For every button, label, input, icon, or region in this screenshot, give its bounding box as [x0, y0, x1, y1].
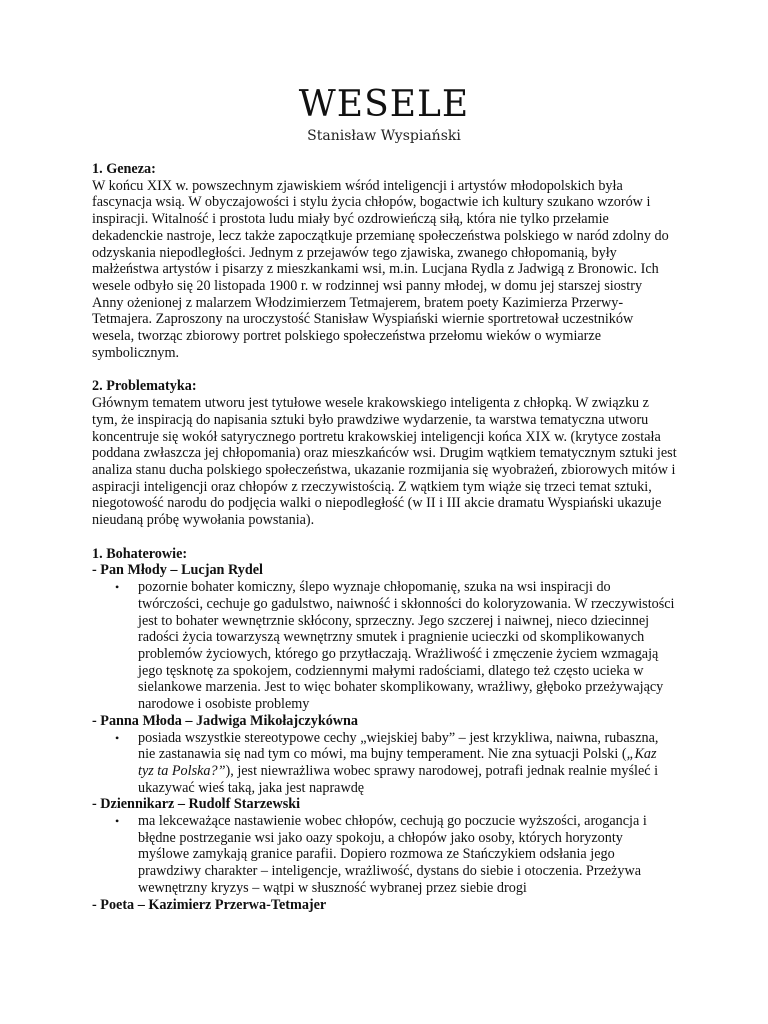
quote-kaz: „Kaz	[626, 746, 657, 763]
document-title: WESELE	[298, 84, 470, 125]
paragraph-line: Anny ożenionej z malarzem Włodzimierzem Tetmajerem, bratem poety Kazimierza Przerwy-	[92, 294, 624, 311]
bullet-line: posiada wszystkie stereotypowe cechy „wiejskiej baby” – jest krzykliwa, naiwna, rubaszna,	[138, 729, 659, 746]
bullet-line: problemów życiowych, którego go przytłaczają. Wrażliwość i zmęczenie życiem wzmagają	[138, 645, 659, 662]
section-heading-geneza: 1. Geneza:	[92, 161, 156, 177]
paragraph-line: analiza stanu ducha polskiego społeczeństwa, ukazanie rozmijania się wyobrażeń, zbiorowych mitów i	[92, 461, 676, 478]
section-heading-bohaterowie: 1. Bohaterowie:	[92, 545, 188, 562]
bullet-line: pozornie bohater komiczny, ślepo wyznaje chłopomanię, szuka na wsi inspiracji do	[138, 579, 611, 596]
character-bullet	[92, 730, 692, 797]
character-heading-panna-mloda: - Panna Młoda – Jadwiga Mikołajczykówna	[92, 712, 359, 729]
bullet-icon: •	[115, 814, 120, 829]
paragraph-line: Głównym tematem utworu jest tytułowe wesele krakowskiego inteligenta z chłopką. W związku z	[92, 395, 649, 412]
bullet-line: radości życia towarzyszą wewnętrzny smutek i pragnienie ucieczki od skomplikowanych	[138, 629, 645, 646]
paragraph-line: wesela, tworząc zbiorowy portret polskiego społeczeństwa przełomu wieków o wymiarze	[92, 328, 601, 345]
bullet-line: narodowe i osobiste problemy	[138, 696, 310, 713]
bullet-line: myślowe zamykają granice parafii. Dopiero rozmowa ze Stańczykiem odsłania jego	[138, 846, 615, 863]
bullet-icon: •	[115, 580, 120, 595]
bullet-text	[138, 730, 692, 797]
character-heading-dziennikarz: - Dziennikarz – Rudolf Starzewski	[92, 796, 301, 813]
bullet-line: wewnętrzny kryzys – wątpi w słuszność wybranej przez siebie drogi	[138, 879, 527, 896]
bullet-line: prawdziwy charakter – inteligencje, wrażliwość, dystans do siebie i otoczenia. Przeżywa	[138, 863, 642, 880]
bullet-text	[138, 579, 692, 713]
paragraph-line: niegotowość narodu do podjęcia walki o niepodległość (w II i III akcie dramatu Wyspiański ukazuje	[92, 495, 662, 512]
bullet-line: jest to bohater wewnętrznie skłócony, sprzeczny. Jego szczerej i naiwnej, nieco dziecinnej	[138, 612, 650, 629]
paragraph-line: nieudaną próbę wywołania powstania).	[92, 512, 315, 529]
bullet-line-part: nie zastanawia się nad tym co mówi, ma bujny temperament. Nie zna sytuacji Polski (	[138, 746, 627, 763]
spacer	[92, 361, 692, 378]
bullet-line: sielankowe marzenia. Jest to więc bohater skomplikowany, wrażliwy, głęboko przeżywający	[138, 679, 664, 696]
document-body	[92, 161, 692, 913]
bullet-line: ma lekceważące nastawienie wobec chłopów, cechują go poczucie wyższości, arogancja i	[138, 813, 647, 830]
paragraph-line: tym, że inspiracją do napisania sztuki było prawdziwe wydarzenie, ta warstwa tematyczna utworu	[92, 411, 649, 428]
paragraph-line: W końcu XIX w. powszechnym zjawiskiem wśród inteligencji i artystów młodopolskich była	[92, 177, 623, 194]
section-heading-problematyka: 2. Problematyka:	[92, 378, 197, 395]
character-heading-pan-mlody: - Pan Młody – Lucjan Rydel	[92, 562, 263, 579]
paragraph-geneza	[92, 178, 692, 362]
bullet-line: twórczości, cechuje go gadulstwo, naiwność i skłonności do koloryzowania. W rzeczywistości	[138, 595, 675, 612]
bullet-line: błędne postrzeganie wsi jako oazy spokoju, a chłopów jako osoby, których horyzonty	[138, 829, 623, 846]
bullet-line	[138, 763, 692, 780]
character-heading-poeta: - Poeta – Kazimierz Przerwa-Tetmajer	[92, 896, 327, 913]
paragraph-line: symbolicznym.	[92, 344, 180, 361]
bullet-line-part: ), jest niewrażliwa wobec sprawy narodowej, potrafi jednak realnie myśleć i	[225, 762, 659, 779]
paragraph-line: fascynacja wsią. W obyczajowości i stylu życia chłopów, bogactwie ich kultury szukano wzorów i	[92, 194, 651, 211]
paragraph-line: wesele odbyło się 20 listopada 1900 r. w rodzinnej wsi panny młodej, w domu jej starszej siostry	[92, 277, 643, 294]
character-bullet	[92, 813, 692, 897]
paragraph-line: aspiracji inteligencji oraz chłopów z rzeczywistością. Z wątkiem tym wiąże się trzeci temat sztuki,	[92, 478, 652, 495]
document-author: Stanisław Wyspiański	[307, 128, 461, 144]
paragraph-line: inspiracji. Witalność i prostota ludu miały być ozdrowieńczą siłą, która nie tylko przełamie	[92, 211, 609, 228]
paragraph-line: Tetmajera. Zaproszony na uroczystość Stanisław Wyspiański wiernie sportretował uczestników	[92, 311, 634, 328]
quote-tyz-ta-polska: tyz ta Polska?”	[138, 762, 226, 779]
bullet-line	[138, 746, 692, 763]
paragraph-line: koncentruje się wokół satyrycznego portretu krakowskiej inteligencji końca XIX w. (krytyce została	[92, 428, 661, 445]
bullet-line: ukazywać wieś taką, jaka jest naprawdę	[138, 779, 365, 796]
paragraph-line: poddana zwłaszcza jej chłopomania) oraz mieszkańców wsi. Drugim wątkiem tematycznym sztuki jest	[92, 445, 677, 462]
bullet-text	[138, 813, 692, 897]
character-bullet	[92, 579, 692, 713]
spacer	[92, 529, 692, 546]
paragraph-line: odzyskania niepodległości. Jednym z przejawów tego zjawiska, zwanego chłopomanią, były	[92, 244, 617, 261]
paragraph-problematyka	[92, 395, 692, 529]
paragraph-line: małżeństwa artystów i pisarzy z mieszkankami wsi, m.in. Lucjana Rydla z Jadwigą z Bronowic. Ich	[92, 261, 659, 278]
bullet-line: jego tęsknotę za spokojem, codziennymi małymi radościami, dlatego też często ucieka w	[138, 662, 644, 679]
bullet-icon: •	[115, 730, 120, 745]
paragraph-line: dekadenckie nastroje, lecz także zapoczątkuje przemianę społeczeństwa polskiego w naród zdolny do	[92, 227, 669, 244]
